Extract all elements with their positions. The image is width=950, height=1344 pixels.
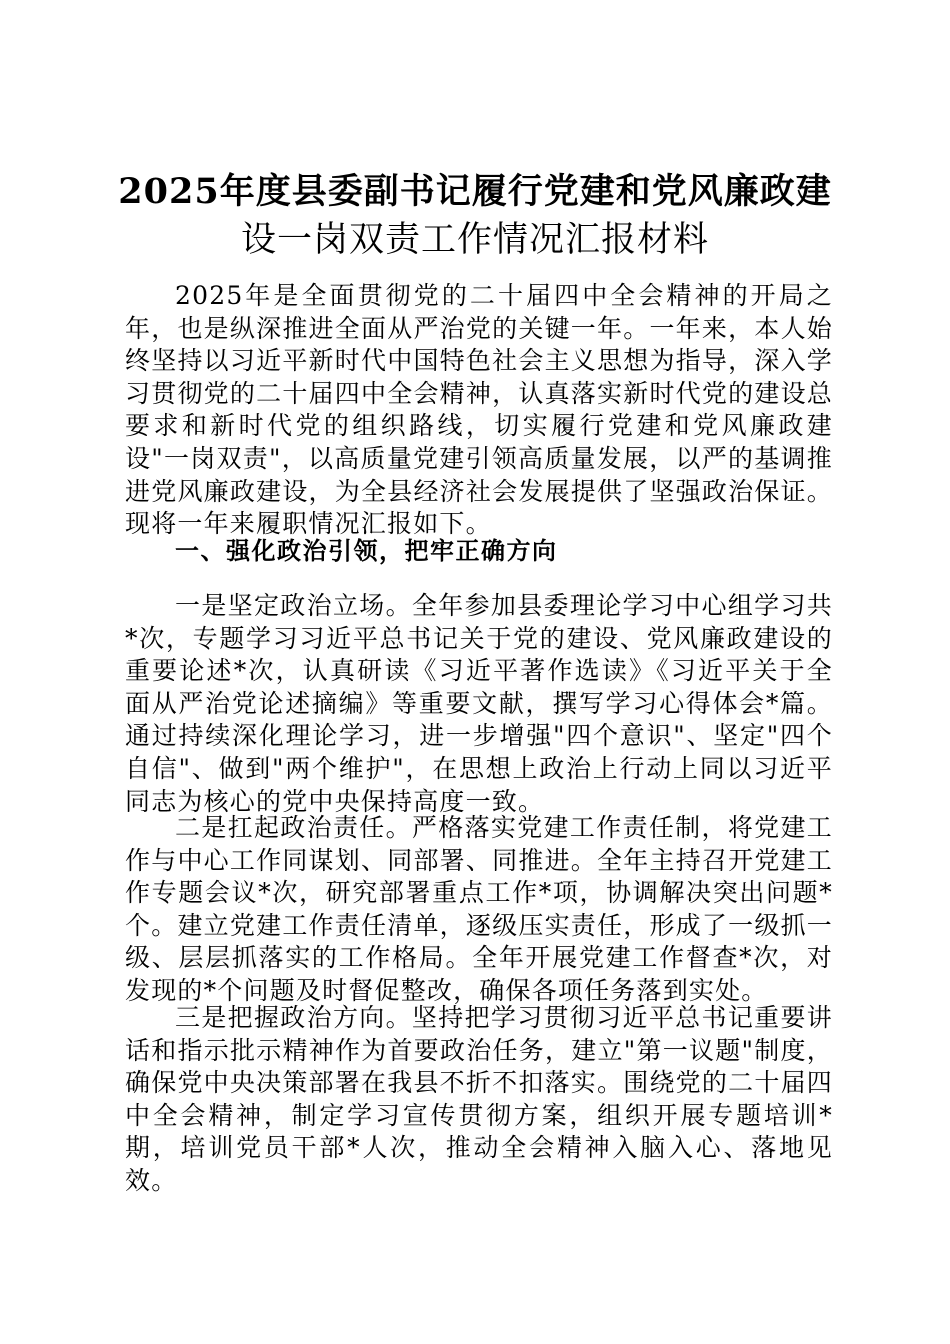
document-title-line1: 2025年度县委副书记履行党建和党风廉政建 bbox=[118, 171, 832, 212]
section1-paragraph-1: 一是坚定政治立场。全年参加县委理论学习中心组学习共*次，专题学习习近平总书记关于党的建设、党风廉政建设的重要论述*次，认真研读《习近平著作选读》《习近平关于全面从严治党论述摘编》等重要文献，撰写学习心得体会*篇。通过持续深化理论学习，进一步增强"四个意识"、坚定"四个自信"、做到"两个维护"，在思想上政治上行动上同以习近平同志为核心的党中央保持高度一致。 bbox=[125, 591, 833, 816]
section1-paragraph-2: 二是扛起政治责任。严格落实党建工作责任制，将党建工作与中心工作同谋划、同部署、同推进。全年主持召开党建工作专题会议*次，研究部署重点工作*项，协调解决突出问题*个。建立党建工作责任清单，逐级压实责任，形成了一级抓一级、层层抓落实的工作格局。全年开展党建工作督查*次，对发现的*个问题及时督促整改，确保各项任务落到实处。 bbox=[125, 813, 833, 1005]
intro-paragraph: 2025年是全面贯彻党的二十届四中全会精神的开局之年，也是纵深推进全面从严治党的关键一年。一年来，本人始终坚持以习近平新时代中国特色社会主义思想为指导，深入学习贯彻党的二十届四中全会精神，认真落实新时代党的建设总要求和新时代党的组织路线，切实履行党建和党风廉政建设"一岗双责"，以高质量党建引领高质量发展，以严的基调推进党风廉政建设，为全县经济社会发展提供了坚强政治保证。现将一年来履职情况汇报如下。 bbox=[125, 281, 833, 539]
section1-paragraph-3: 三是把握政治方向。坚持把学习贯彻习近平总书记重要讲话和指示批示精神作为首要政治任务，建立"第一议题"制度，确保党中央决策部署在我县不折不扣落实。围绕党的二十届四中全会精神，制定学习宣传贯彻方案，组织开展专题培训*期，培训党员干部*人次，推动全会精神入脑入心、落地见效。 bbox=[125, 1003, 833, 1195]
section-heading-1: 一、强化政治引领，把牢正确方向 bbox=[175, 537, 558, 565]
document-title-line2: 设一岗双责工作情况汇报材料 bbox=[240, 220, 709, 260]
